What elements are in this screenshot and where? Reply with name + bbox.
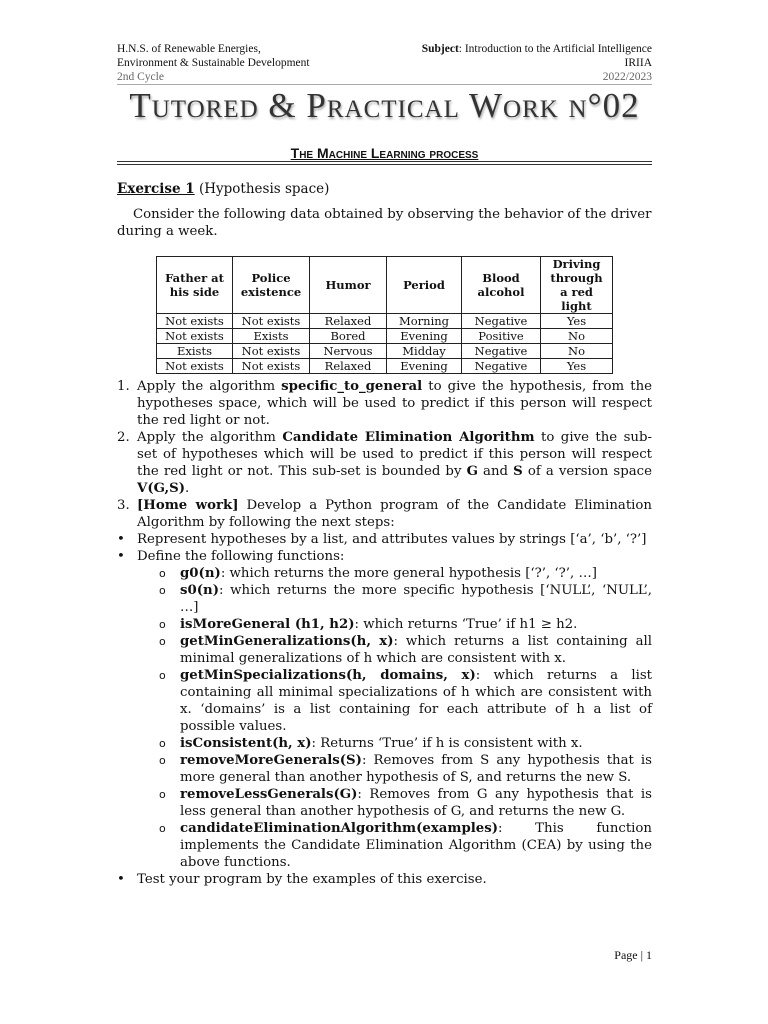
table-cell: No (541, 344, 613, 359)
function-desc: : This function implements the Candidate Elimination Algorithm (CEA) by using the above functions. (180, 821, 652, 870)
function-desc: : which returns a list containing all minimal generalizations of h which are consistent with x. (180, 634, 653, 666)
circle-bullet-icon: o (159, 737, 166, 750)
circle-bullet-icon: o (159, 567, 166, 580)
page-title: Tutored & Practical Work n°02 (129, 86, 640, 125)
intro-paragraph: Consider the following data obtained by observing the behavior of the driver during a week. (117, 207, 652, 239)
table-cell: Relaxed (310, 359, 387, 374)
function-item (117, 667, 652, 735)
page-subtitle: The Machine Learning process (290, 145, 479, 161)
function-desc: : which returns the more general hypothesis [‘?’, ‘?’, …] (220, 566, 597, 581)
table-header-cell: Driving through a red light (541, 257, 613, 314)
task-list (117, 378, 652, 888)
function-item (117, 786, 652, 820)
bullet-icon: • (117, 549, 125, 564)
circle-bullet-icon: o (159, 822, 166, 835)
table-cell: Exists (157, 344, 233, 359)
table-header-cell: Father at his side (157, 257, 233, 314)
task-text: Apply the algorithm (137, 379, 282, 394)
function-name: removeMoreGenerals(S) (180, 753, 362, 768)
subject-label: Subject (421, 43, 459, 55)
function-desc: : which returns the more specific hypothesis [‘NULL’, ‘NULL’, …] (180, 583, 652, 615)
table-cell: Positive (462, 329, 541, 344)
table-cell: Not exists (233, 314, 310, 329)
bullet-text: Test your program by the examples of this exercise. (137, 872, 487, 887)
table-cell: Evening (387, 329, 462, 344)
bullet-text: Represent hypotheses by a list, and attributes values by strings [‘a’, ‘b’, ‘?’] (137, 532, 647, 547)
table-cell: Exists (233, 329, 310, 344)
task-text: Apply the algorithm (137, 430, 283, 445)
function-desc: : Removes from G any hypothesis that is less general than another hypothesis of G, and returns the new G. (180, 787, 652, 819)
table-header-cell: Humor (310, 257, 387, 314)
circle-bullet-icon: o (159, 669, 166, 682)
task-item (117, 429, 652, 497)
driver-data-table (156, 256, 613, 374)
function-name: getMinSpecializations(h, domains, x) (180, 668, 476, 683)
bound-s: S (513, 464, 523, 479)
table-cell: Not exists (157, 314, 233, 329)
bullet-item (117, 871, 652, 888)
table-cell: Not exists (233, 359, 310, 374)
algorithm-name: Candidate Elimination Algorithm (282, 430, 535, 445)
subject-block (422, 42, 652, 84)
table-cell: Morning (387, 314, 462, 329)
bound-g: G (466, 464, 478, 479)
function-name: removeLessGenerals(G) (180, 787, 358, 802)
function-item (117, 565, 652, 582)
cycle-label: 2nd Cycle (117, 71, 164, 83)
function-item (117, 752, 652, 786)
task-text: Develop a Python program of the Candidate Elimination Algorithm by following the next steps: (137, 498, 652, 530)
table-cell: Negative (462, 314, 541, 329)
exercise-label: Exercise 1 (117, 181, 195, 197)
table-cell: Evening (387, 359, 462, 374)
table-cell: Not exists (157, 359, 233, 374)
exercise-topic: (Hypothesis space) (198, 181, 330, 197)
table-row (157, 344, 613, 359)
subject-line (422, 42, 652, 56)
function-name: s0(n) (180, 583, 219, 598)
academic-year: 2022/2023 (602, 71, 652, 83)
header-divider (117, 84, 652, 85)
function-name: g0(n) (180, 566, 221, 581)
function-name: isConsistent(h, x) (180, 736, 312, 751)
list-number: 3. (117, 498, 130, 513)
function-desc: : which returns a list containing all minimal specializations of h which are consistent with x. ‘domains’ is a list containing for each attribute of h a list of possible values. (180, 668, 652, 734)
table-cell: Nervous (310, 344, 387, 359)
circle-bullet-icon: o (159, 788, 166, 801)
bullet-text: Define the following functions: (137, 549, 345, 564)
page-number: Page | 1 (614, 948, 652, 962)
table-header-cell: Period (387, 257, 462, 314)
circle-bullet-icon: o (159, 618, 166, 631)
table-cell: Negative (462, 344, 541, 359)
function-name: isMoreGeneral (h1, h2) (180, 617, 355, 632)
task-item (117, 497, 652, 531)
function-item (117, 820, 652, 871)
task-text: of a version space (522, 464, 652, 479)
version-space: V(G,S) (137, 481, 186, 496)
subtitle-divider-top (117, 161, 652, 162)
table-row (157, 359, 613, 374)
subject-text: : Introduction to the Artificial Intelligence (458, 43, 652, 55)
institution-line2: Environment & Sustainable Development (117, 57, 310, 69)
task-item (117, 378, 652, 429)
table-header-cell: Blood alcohol (462, 257, 541, 314)
function-desc: : Returns ‘True’ if h is consistent with x. (311, 736, 583, 751)
function-item (117, 582, 652, 616)
table-row (157, 314, 613, 329)
table-cell: Not exists (157, 329, 233, 344)
table-cell: Yes (541, 359, 613, 374)
function-desc: : Removes from S any hypothesis that is more general than another hypothesis of S, and returns the new S. (180, 753, 652, 785)
institution-block (117, 42, 310, 84)
circle-bullet-icon: o (159, 635, 166, 648)
function-item (117, 735, 652, 752)
bullet-icon: • (117, 532, 125, 547)
table-cell: Yes (541, 314, 613, 329)
institution-line1: H.N.S. of Renewable Energies, (117, 43, 261, 55)
function-item (117, 616, 652, 633)
function-name: candidateEliminationAlgorithm(examples) (180, 821, 499, 836)
table-cell: Not exists (233, 344, 310, 359)
function-desc: : which returns ‘True’ if h1 ≥ h2. (354, 617, 578, 632)
subtitle-divider-bottom (117, 164, 652, 165)
bullet-item (117, 548, 652, 565)
homework-label: [Home work] (137, 498, 239, 513)
table-cell: Midday (387, 344, 462, 359)
table-header-cell: Police existence (233, 257, 310, 314)
table-cell: Relaxed (310, 314, 387, 329)
task-text: . (185, 481, 190, 496)
table-cell: No (541, 329, 613, 344)
table-cell: Bored (310, 329, 387, 344)
task-text: and (477, 464, 514, 479)
bullet-icon: • (117, 872, 125, 887)
table-row (157, 329, 613, 344)
task-text: to give the hypothesis, from the hypotheses space, which will be used to predict if this person will respect the red light or not. (137, 379, 652, 428)
function-name: getMinGeneralizations(h, x) (180, 634, 394, 649)
function-item (117, 633, 652, 667)
exercise-heading (117, 181, 329, 197)
list-number: 1. (117, 379, 130, 394)
task-text: to give the sub-set of hypotheses which will be used to predict if this person will respect the red light or not. This sub-set is bounded by (137, 430, 652, 479)
table-cell: Negative (462, 359, 541, 374)
table-header-row (157, 257, 613, 314)
circle-bullet-icon: o (159, 754, 166, 767)
algorithm-name: specific_to_general (281, 379, 423, 394)
list-number: 2. (117, 430, 130, 445)
circle-bullet-icon: o (159, 584, 166, 597)
bullet-item (117, 531, 652, 548)
course-code: IRIIA (624, 57, 652, 69)
